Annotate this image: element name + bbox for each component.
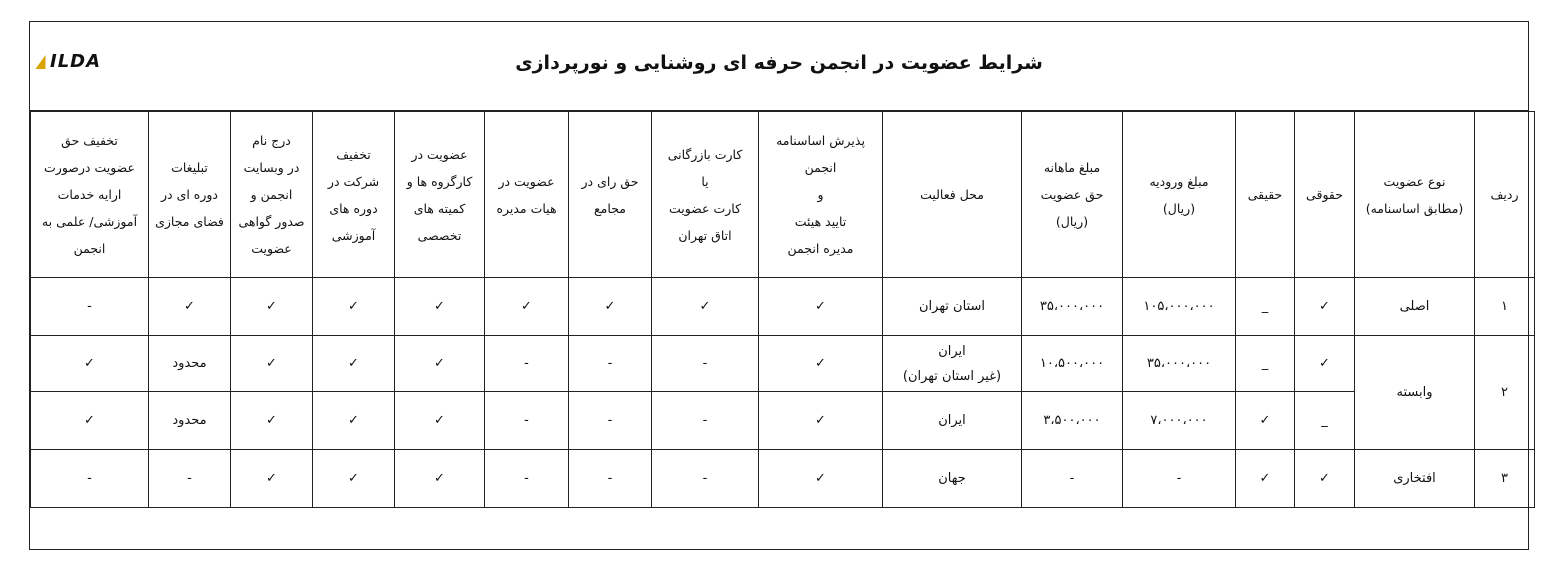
discount-cell: - (31, 278, 149, 336)
header-cell: حقیقی (1236, 112, 1295, 278)
entry-fee-cell: ۱۰۵،۰۰۰،۰۰۰ (1123, 278, 1236, 336)
legal-cell: ✓ (1295, 450, 1355, 508)
training-cell: ✓ (313, 450, 395, 508)
membership-table (30, 111, 1535, 508)
header-cell: تبلیغات دوره ای در فضای مجازی (149, 112, 231, 278)
legal-cell: ✓ (1295, 336, 1355, 392)
committees-cell: ✓ (395, 450, 485, 508)
row-number-cell: ۲ (1475, 336, 1535, 450)
header-cell: حق رای در مجامع (569, 112, 652, 278)
bylaws-cell: ✓ (759, 278, 883, 336)
natural-cell: ✓ (1236, 450, 1295, 508)
table-row (31, 336, 1535, 392)
training-cell: ✓ (313, 392, 395, 450)
website-cell: ✓ (231, 392, 313, 450)
header-cell: نوع عضویت (مطابق اساسنامه) (1355, 112, 1475, 278)
monthly-fee-cell: ۳،۵۰۰،۰۰۰ (1022, 392, 1123, 450)
vote-cell: - (569, 336, 652, 392)
document-frame (29, 21, 1529, 550)
header-cell: مبلغ ورودیه (ریال) (1123, 112, 1236, 278)
website-cell: ✓ (231, 450, 313, 508)
row-number-cell: ۱ (1475, 278, 1535, 336)
table-row (31, 450, 1535, 508)
header-cell: تخفیف حق عضویت درصورت ارایه خدمات آموزشی/ علمی به انجمن (31, 112, 149, 278)
ads-cell: محدود (149, 336, 231, 392)
website-cell: ✓ (231, 336, 313, 392)
page-title: شرایط عضویت در انجمن حرفه ای روشنایی و نورپردازی (515, 52, 1043, 74)
board-cell: ✓ (485, 278, 569, 336)
vote-cell: ✓ (569, 278, 652, 336)
header-cell: حقوقی (1295, 112, 1355, 278)
ads-cell: محدود (149, 392, 231, 450)
table-row (31, 278, 1535, 336)
header-cell: مبلغ ماهانه حق عضویت (ریال) (1022, 112, 1123, 278)
header-cell: ردیف (1475, 112, 1535, 278)
ads-cell: ✓ (149, 278, 231, 336)
membership-type-cell: وابسته (1355, 336, 1475, 450)
logo-text: ILDA (50, 51, 102, 72)
committees-cell: ✓ (395, 392, 485, 450)
footer-strip (30, 507, 1528, 549)
location-cell: ایران (883, 392, 1022, 450)
legal-cell: _ (1295, 392, 1355, 450)
monthly-fee-cell: - (1022, 450, 1123, 508)
natural-cell: ✓ (1236, 392, 1295, 450)
membership-type-cell: افتخاری (1355, 450, 1475, 508)
bylaws-cell: ✓ (759, 336, 883, 392)
trade-card-cell: - (652, 392, 759, 450)
website-cell: ✓ (231, 278, 313, 336)
training-cell: ✓ (313, 336, 395, 392)
header-cell: عضویت در کارگروه ها و کمیته های تخصصی (395, 112, 485, 278)
entry-fee-cell: ۳۵،۰۰۰،۰۰۰ (1123, 336, 1236, 392)
board-cell: - (485, 392, 569, 450)
header-cell: درج نام در وبسایت انجمن و صدور گواهی عضویت (231, 112, 313, 278)
header-cell: پذیرش اساسنامه انجمن و تایید هیئت مدیره انجمن (759, 112, 883, 278)
location-cell: ایران (غیر استان تهران) (883, 336, 1022, 392)
ads-cell: - (149, 450, 231, 508)
entry-fee-cell: - (1123, 450, 1236, 508)
discount-cell: ✓ (31, 392, 149, 450)
table-row (31, 392, 1535, 450)
membership-type-cell: اصلی (1355, 278, 1475, 336)
natural-cell: _ (1236, 336, 1295, 392)
entry-fee-cell: ۷،۰۰۰،۰۰۰ (1123, 392, 1236, 450)
committees-cell: ✓ (395, 278, 485, 336)
header-row (31, 112, 1535, 278)
trade-card-cell: ✓ (652, 278, 759, 336)
header-cell: کارت بازرگانی یا کارت عضویت اتاق تهران (652, 112, 759, 278)
header-cell: تخفیف شرکت در دوره های آموزشی (313, 112, 395, 278)
vote-cell: - (569, 392, 652, 450)
row-number-cell: ۳ (1475, 450, 1535, 508)
trade-card-cell: - (652, 336, 759, 392)
board-cell: - (485, 336, 569, 392)
header-cell: محل فعالیت (883, 112, 1022, 278)
location-cell: جهان (883, 450, 1022, 508)
monthly-fee-cell: ۱۰،۵۰۰،۰۰۰ (1022, 336, 1123, 392)
natural-cell: _ (1236, 278, 1295, 336)
bylaws-cell: ✓ (759, 450, 883, 508)
training-cell: ✓ (313, 278, 395, 336)
committees-cell: ✓ (395, 336, 485, 392)
vote-cell: - (569, 450, 652, 508)
title-bar (30, 22, 1528, 111)
board-cell: - (485, 450, 569, 508)
bylaws-cell: ✓ (759, 392, 883, 450)
trade-card-cell: - (652, 450, 759, 508)
legal-cell: ✓ (1295, 278, 1355, 336)
monthly-fee-cell: ۳۵،۰۰۰،۰۰۰ (1022, 278, 1123, 336)
header-cell: عضویت در هیات مدیره (485, 112, 569, 278)
discount-cell: ✓ (31, 336, 149, 392)
discount-cell: - (31, 450, 149, 508)
location-cell: استان تهران (883, 278, 1022, 336)
